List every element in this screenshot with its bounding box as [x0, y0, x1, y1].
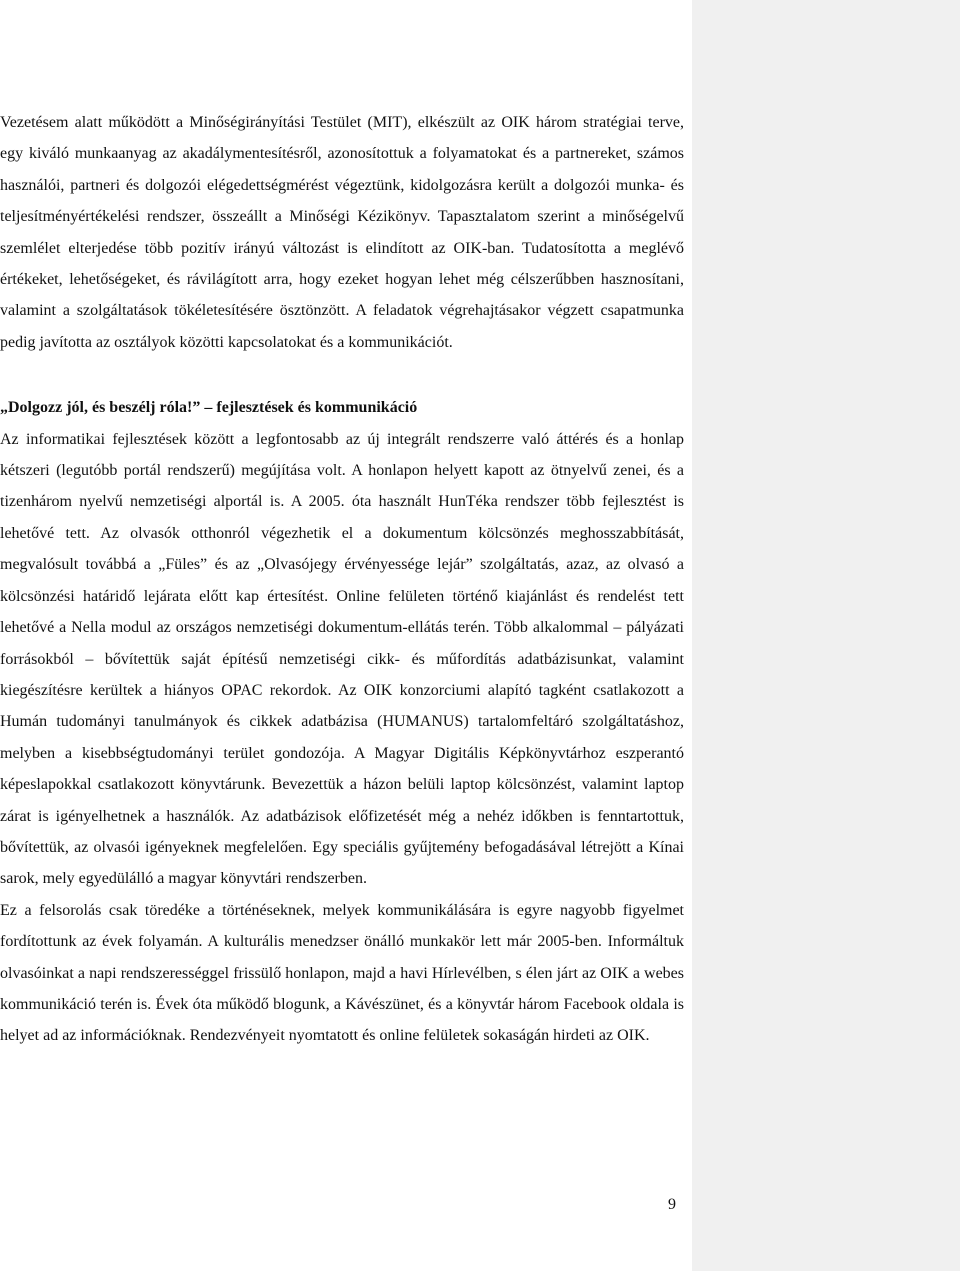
comment-margin-panel: [692, 0, 960, 1271]
paragraph-gap: [0, 358, 684, 392]
paragraph-communication: Ez a felsorolás csak töredéke a történéseknek, melyek kommunikálására is egyre nagyobb figyelmet fordítottunk az évek folyamán. A kulturális menedzser önálló munkakör lett már 2005-ben. Informáltuk olvasóinkat a napi rendszerességgel frissülő honlapon, majd a havi Hírlevélben, s élen járt az OIK a webes kommunikáció terén is. Évek óta működő blogunk, a Kávészünet, és a könyvtár három Facebook oldala is helyet ad az információknak. Rendezvényeit nyomtatott és online felületek sokaságán hirdeti az OIK.: [0, 901, 684, 1045]
section-heading: „Dolgozz jól, és beszélj róla!” – fejlesztések és kommunikáció: [0, 399, 418, 417]
page-number: 9: [668, 1196, 676, 1213]
document-body: [0, 107, 684, 1052]
paragraph-it-developments: Az informatikai fejlesztések között a legfontosabb az új integrált rendszerre való áttérés és a honlap kétszeri (legutóbb portál rendszerű) megújítása volt. A honlapon helyett kapott az ötnyelvű zenei, és a tizenhárom nyelvű nemzetiségi alportál is. A 2005. óta használt HunTéka rendszer több fejlesztést is lehetővé tett. Az olvasók otthonról végezhetik el a dokumentum kölcsönzés meghosszabbítását, megvalósult továbbá a „Füles” és az „Olvasójegy érvényessége lejár” szolgáltatás, azaz, az olvasó a kölcsönzési határidő lejárata előtt kap értesítést. Online felületen történő kiajánlást és rendelést tett lehetővé a Nella modul az országos nemzetiségi dokumentum-ellátás terén. Több alkalommal – pályázati forrásokból – bővítettük saját építésű nemzetiségi cikk- és műfordítás adatbázisunkat, valamint kiegészítésre kerültek a hiányos OPAC rekordok. Az OIK konzorciumi alapító tagként csatlakozott a Humán tudományi tanulmányok és cikkek adatbázisa (HUMANUS) tartalomfeltáró szolgáltatáshoz, melyben a kisebbségtudományi terület gondozója. A Magyar Digitális Képkönyvtárhoz eszperantó képeslapokkal csatlakozott könyvtárunk. Bevezettük a házon belüli laptop kölcsönzést, valamint laptop zárat is igényelhetnek a használók. Az adatbázisok előfizetését még a nehéz időkben is fenntartottuk, bővítettük, az olvasói igényeknek megfelelően. Egy speciális gyűjtemény befogadásával létrejött a Kínai sarok, mely egyedülálló a magyar könyvtári rendszerben.: [0, 430, 684, 888]
paragraph-quality-management: Vezetésem alatt működött a Minőségirányítási Testület (MIT), elkészült az OIK három stratégiai terve, egy kiváló munkaanyag az akadálymentesítésről, azonosítottuk a folyamatokat és a partnereket, számos használói, partneri és dolgozói elégedettségmérést végeztünk, kidolgozásra került a dolgozói munka- és teljesítményértékelési rendszer, összeállt a Minőségi Kézikönyv. Tapasztalatom szerint a minőségelvű szemlélet elterjedése több pozitív irányú változást is elindított az OIK-ban. Tudatosította a meglévő értékeket, lehetőségeket, és rávilágított arra, hogy ezeket hogyan lehet még célszerűbben hasznosítani, valamint a szolgáltatások tökéletesítésére ösztönzött. A feladatok végrehajtásakor végzett csapatmunka pedig javította az osztályok közötti kapcsolatokat és a kommunikációt.: [0, 114, 684, 351]
